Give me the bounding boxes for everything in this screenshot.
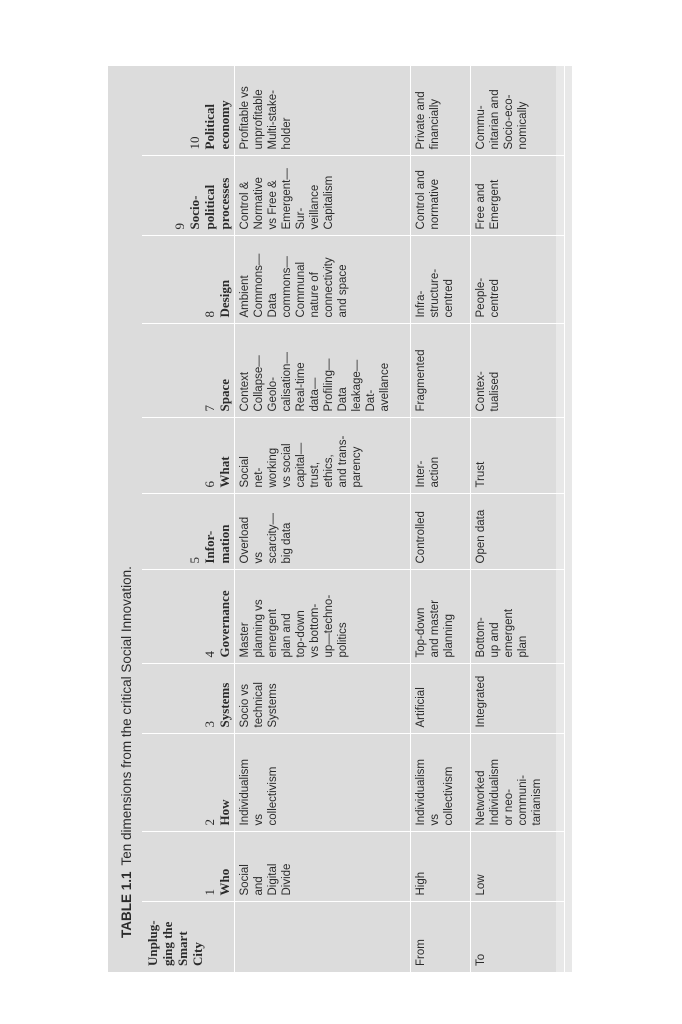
row-label: To (470, 902, 564, 972)
column-header (142, 324, 234, 418)
column-number: 3 (201, 721, 217, 728)
table-cell: Inter- action (410, 418, 470, 494)
row-label (234, 902, 410, 972)
column-name: Design (216, 279, 232, 318)
table-cell: Low (470, 832, 564, 902)
table-cell: Individualism vs collectivism (234, 734, 410, 832)
table-cell: Commu- nitarian and Socio-eco- nomically (470, 66, 564, 156)
column-name: Infor- mation (201, 524, 232, 564)
table-cell: High (410, 832, 470, 902)
table-cell: Social net- working vs social capital— trust, ethics, and trans- parency (234, 418, 410, 494)
table-cell: People- centred (470, 236, 564, 324)
rotated-table-frame (108, 66, 572, 972)
column-number: 8 (201, 311, 217, 318)
table-cell: Integrated (470, 664, 564, 734)
table-cell: Artificial (410, 664, 470, 734)
table-cell: Trust (470, 418, 564, 494)
column-name: Socio- political processes (186, 177, 232, 230)
column-header (142, 418, 234, 494)
column-name: Political economy (201, 100, 232, 150)
column-number: 5 (186, 557, 202, 564)
column-header (142, 832, 234, 902)
column-header (142, 570, 234, 664)
table-row (234, 66, 410, 972)
column-name: What (216, 456, 232, 488)
column-number: 9 (171, 223, 187, 230)
table-cell: Free and Emergent (470, 156, 564, 236)
table-row (470, 66, 564, 972)
table-row (410, 66, 470, 972)
table-cell: Overload vs scarcity— big data (234, 494, 410, 570)
table-cell: Controlled (410, 494, 470, 570)
table-caption-title: Ten dimensions from the critical Social Innovation. (119, 566, 134, 866)
column-name: Systems (216, 682, 232, 728)
table-cell: Infra- structure- centred (410, 236, 470, 324)
column-number: 1 (201, 889, 217, 896)
table-corner-heading: Unplug- ging the Smart City (142, 902, 234, 972)
column-number: 4 (201, 651, 217, 658)
table-cell: Control & Normative vs Free & Emergent— Sur- veillance Capitalism (234, 156, 410, 236)
table-cell: Individualism vs collectivism (410, 734, 470, 832)
column-name: Space (216, 379, 232, 412)
table-cell: Profitable vs unprofitable Multi-stake- holder (234, 66, 410, 156)
column-header (142, 664, 234, 734)
dimensions-table (142, 66, 565, 973)
column-name: Who (216, 868, 232, 896)
header-row (142, 66, 234, 972)
column-number: 10 (186, 136, 202, 150)
table-cell: Context Collapse— Geolo- calisation— Real-time data— Profiling— Data leakage— Dat- avellance (234, 324, 410, 418)
table-cell: Master planning vs emergent plan and top-down vs bottom- up—techno- politics (234, 570, 410, 664)
column-header (142, 236, 234, 324)
table-cell: Socio vs technical Systems (234, 664, 410, 734)
table-cell: Control and normative (410, 156, 470, 236)
column-header (142, 734, 234, 832)
column-name: Governance (216, 590, 232, 658)
column-number: 7 (201, 405, 217, 412)
column-header (142, 66, 234, 156)
table-cell: Open data (470, 494, 564, 570)
table-cell: Contex- tualised (470, 324, 564, 418)
table-cell: Social and Digital Divide (234, 832, 410, 902)
table-caption (116, 566, 138, 938)
table-page-panel (108, 66, 572, 972)
table-cell: Bottom- up and emergent plan (470, 570, 564, 664)
column-header (142, 494, 234, 570)
table-cell: Networked Individualism or neo- communi- tarianism (470, 734, 564, 832)
table-cell: Ambient Commons— Data commons— Communal nature of connectivity and space (234, 236, 410, 324)
table-cell: Fragmented (410, 324, 470, 418)
column-number: 2 (201, 819, 217, 826)
table-cell: Top-down and master planning (410, 570, 470, 664)
table-caption-label: TABLE 1.1 (119, 871, 134, 938)
row-label: From (410, 902, 470, 972)
column-header (142, 156, 234, 236)
column-name: How (216, 799, 232, 826)
table-cell: Private and financially (410, 66, 470, 156)
column-number: 6 (201, 481, 217, 488)
